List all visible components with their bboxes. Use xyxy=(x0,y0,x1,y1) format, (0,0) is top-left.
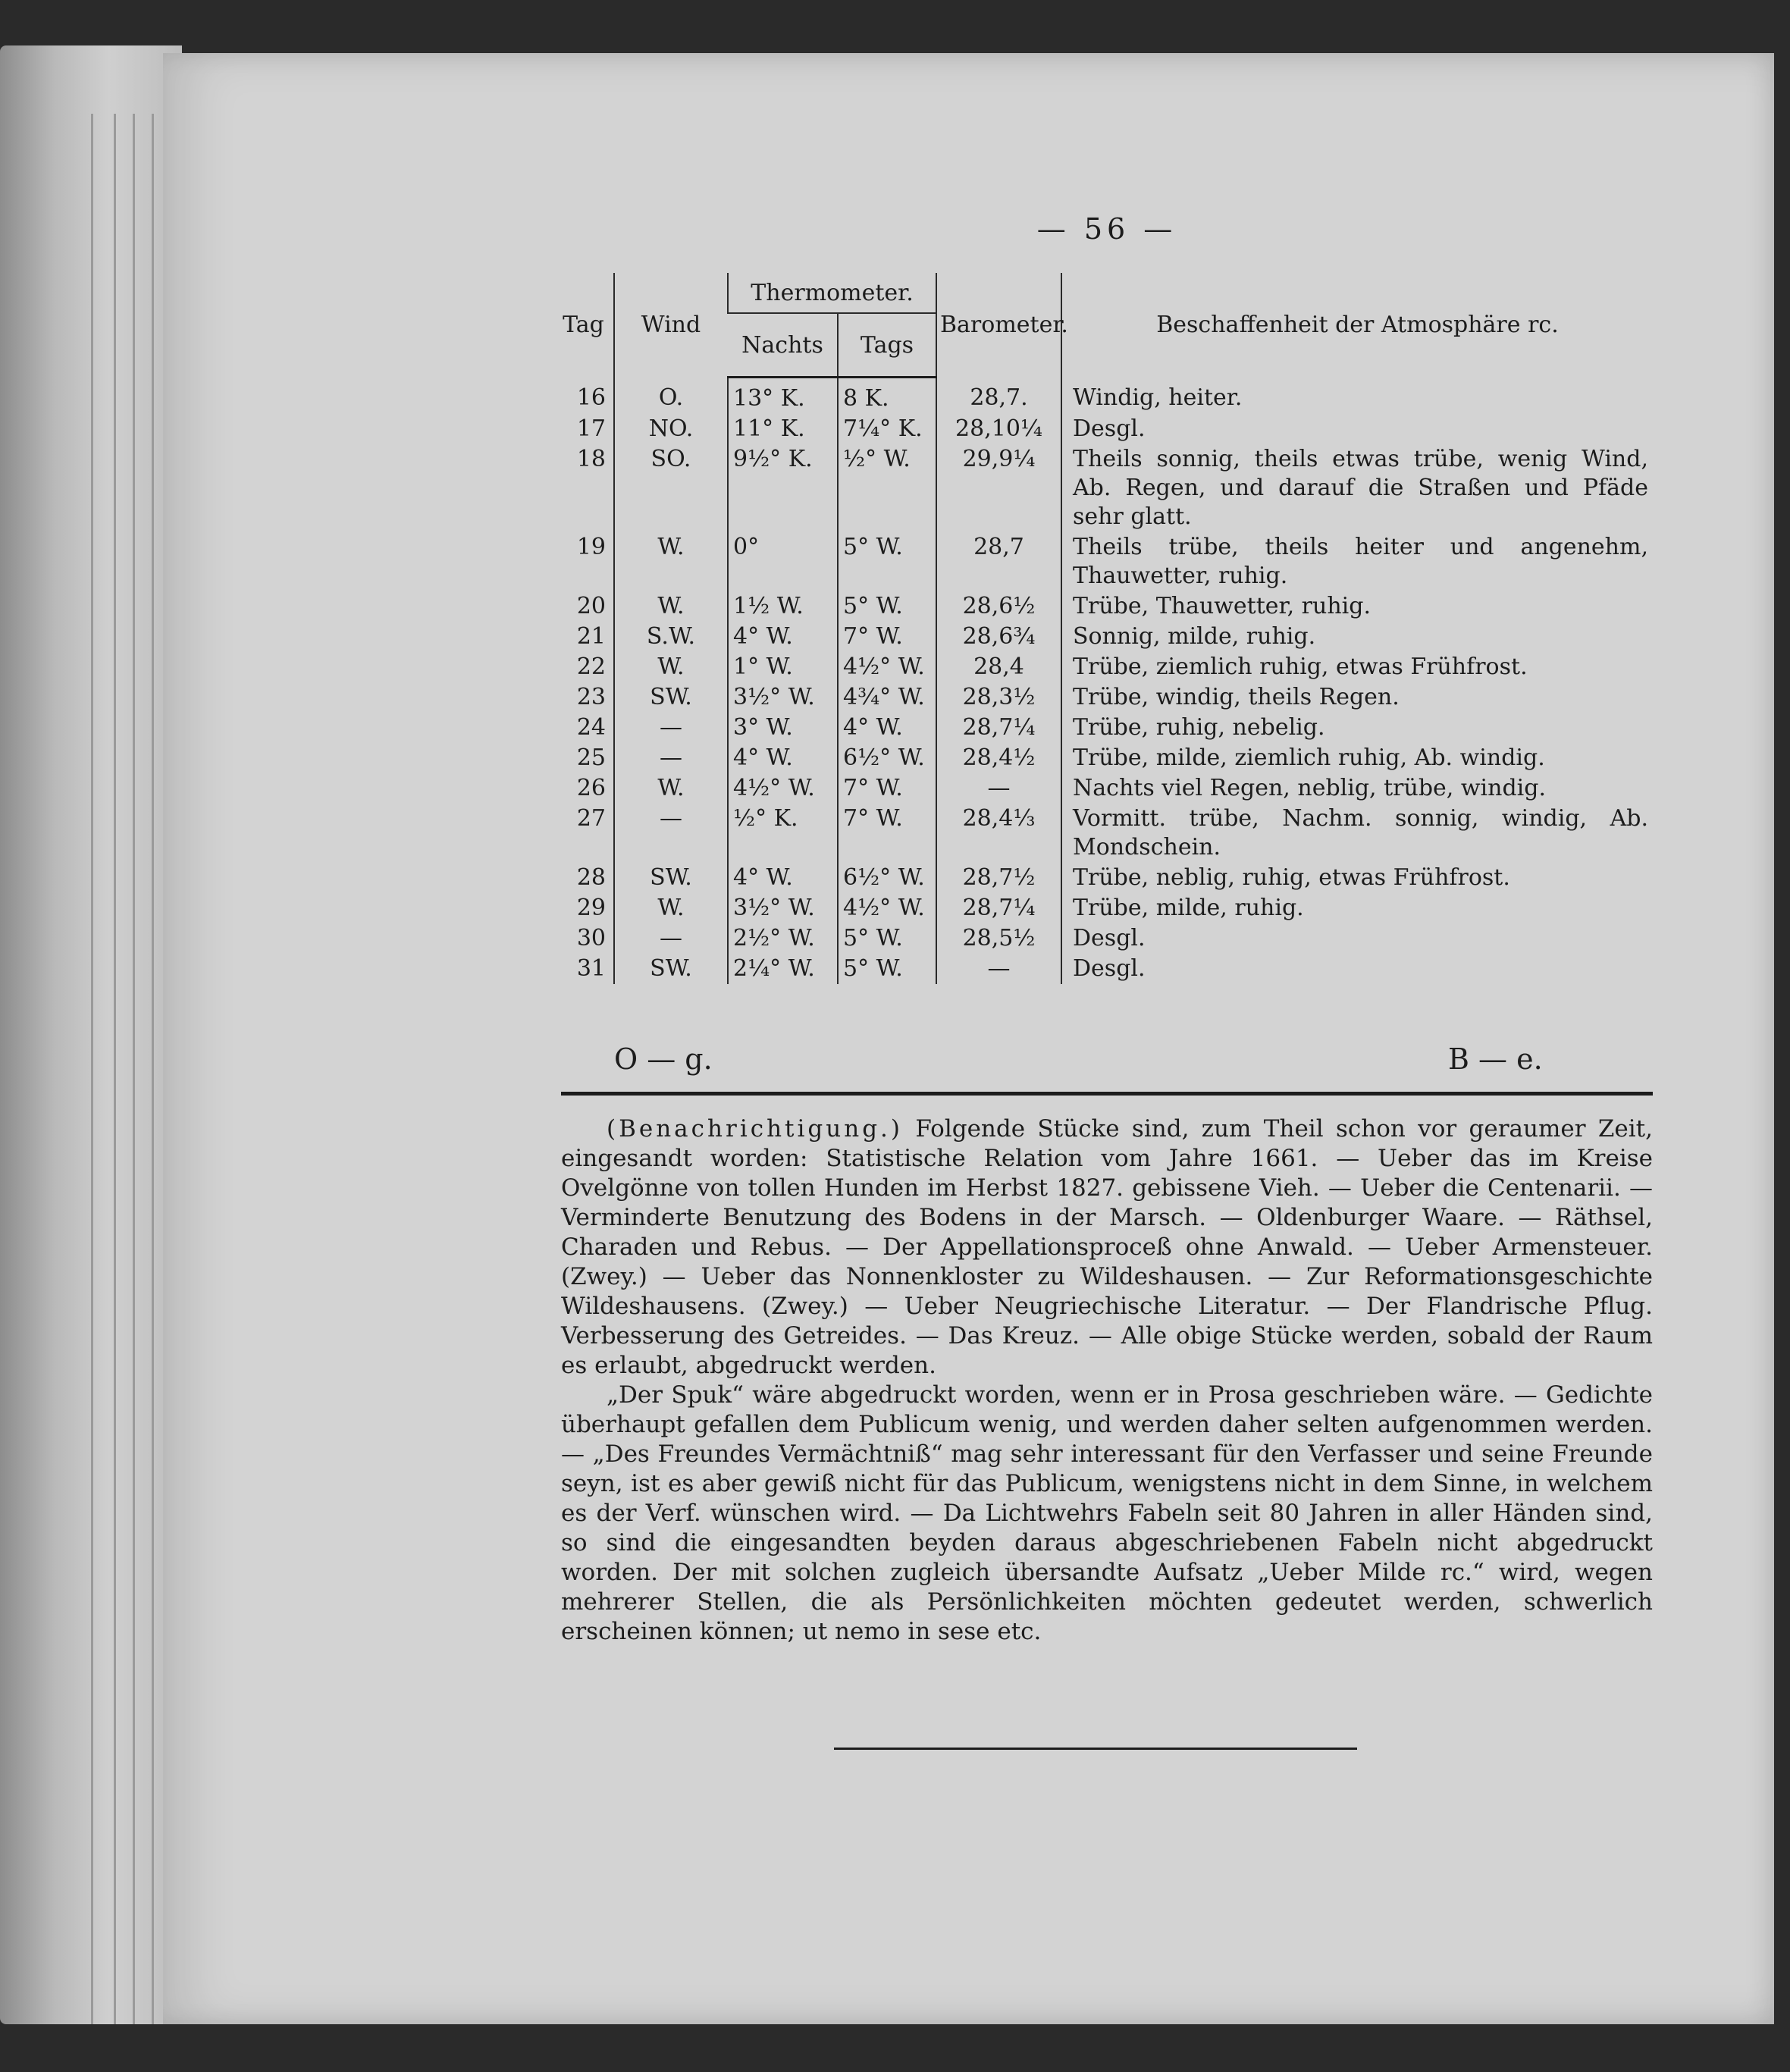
cell-description: Theils trübe, theils heiter und angenehm, Thauwetter, ruhig. xyxy=(1061,532,1653,591)
cell-day: 27 xyxy=(576,805,606,832)
notice xyxy=(561,1114,1653,1647)
cell-night: 3° W. xyxy=(728,713,838,743)
table-row xyxy=(553,923,1653,954)
cell-barometer: 28,10¼ xyxy=(936,414,1061,444)
cell-night: 9½° K. xyxy=(728,444,838,532)
page-edge-line xyxy=(114,114,116,2024)
cell-night: 4° W. xyxy=(728,863,838,893)
cell-wind: W. xyxy=(614,773,728,804)
table-row xyxy=(553,863,1653,893)
table-row xyxy=(553,622,1653,652)
table-row xyxy=(553,378,1653,415)
page-number: — 56 — xyxy=(1036,212,1177,246)
table-row xyxy=(553,414,1653,444)
header-wind: Wind xyxy=(614,273,728,378)
cell-barometer: 28,4 xyxy=(936,652,1061,682)
cell-day: 30 xyxy=(576,925,606,951)
cell-night: 3½° W. xyxy=(728,682,838,713)
cell-daytime: 6½° W. xyxy=(838,743,936,773)
cell-wind: SW. xyxy=(614,682,728,713)
cell-barometer: 28,4⅓ xyxy=(936,804,1061,863)
table-row xyxy=(553,713,1653,743)
cell-daytime: 7¼° K. xyxy=(838,414,936,444)
cell-day: 28 xyxy=(576,864,606,891)
cell-night: 13° K. xyxy=(728,378,838,415)
cell-daytime: 4¾° W. xyxy=(838,682,936,713)
header-day: Tag xyxy=(563,312,604,339)
cell-description: Desgl. xyxy=(1061,923,1653,954)
cell-day: 26 xyxy=(576,775,606,801)
cell-day: 18 xyxy=(576,446,606,472)
cell-wind: — xyxy=(614,743,728,773)
cell-daytime: 6½° W. xyxy=(838,863,936,893)
cell-wind: S.W. xyxy=(614,622,728,652)
notice-paragraph: „Der Spuk“ wäre abgedruckt worden, wenn er in Prosa geschrieben wäre. — Gedichte überhaupt gefallen dem Publicum wenig, und werden daher selten aufgenommen werden. — „Des Freundes Vermächtniß“ mag sehr interessant für den Verfasser und seine Freunde seyn, ist es aber gewiß nicht für das Publicum, wenigstens nicht in dem Sinne, in welchem es der Verf. wünschen wird. — Da Lichtwehrs Fabeln seit 80 Jahren in aller Händen sind, so sind die eingesandten beyden daraus abgeschriebenen Fabeln nicht abgedruckt worden. Der mit solchen zugleich übersandte Aufsatz „Ueber Milde rc.“ wird, wegen mehrerer Stellen, die als Persönlichkeiten möchten gedeutet werden, schwerlich erscheinen können; ut nemo in sese etc. xyxy=(561,1381,1653,1645)
cell-wind: SW. xyxy=(614,863,728,893)
cell-barometer: 28,4½ xyxy=(936,743,1061,773)
table-row xyxy=(553,743,1653,773)
cell-wind: NO. xyxy=(614,414,728,444)
cell-daytime: ½° W. xyxy=(838,444,936,532)
header-thermometer: Thermometer. xyxy=(728,273,936,313)
cell-daytime: 7° W. xyxy=(838,622,936,652)
header-night: Nachts xyxy=(728,313,838,378)
notice-paragraph xyxy=(561,1114,1653,1381)
table-row xyxy=(553,954,1653,984)
cell-daytime: 5° W. xyxy=(838,923,936,954)
cell-day: 16 xyxy=(576,384,606,411)
cell-night: 4½° W. xyxy=(728,773,838,804)
cell-wind: O. xyxy=(614,378,728,415)
header-barometer: Barometer. xyxy=(936,273,1061,378)
cell-description: Trübe, milde, ziemlich ruhig, Ab. windig. xyxy=(1061,743,1653,773)
cell-barometer: 28,7¼ xyxy=(936,713,1061,743)
cell-daytime: 5° W. xyxy=(838,532,936,591)
cell-night: 2¼° W. xyxy=(728,954,838,984)
section-rule xyxy=(561,1092,1653,1096)
cell-barometer: 28,7½ xyxy=(936,863,1061,893)
cell-barometer: 28,3½ xyxy=(936,682,1061,713)
table-row xyxy=(553,893,1653,923)
cell-night: 2½° W. xyxy=(728,923,838,954)
cell-barometer: 28,7¼ xyxy=(936,893,1061,923)
cell-day: 19 xyxy=(576,534,606,560)
cell-barometer: — xyxy=(936,773,1061,804)
book-edge xyxy=(0,45,182,2024)
header-daytime: Tags xyxy=(838,313,936,378)
cell-description: Desgl. xyxy=(1061,954,1653,984)
cell-night: 4° W. xyxy=(728,622,838,652)
cell-night: 3½° W. xyxy=(728,893,838,923)
weather-table xyxy=(553,273,1653,984)
table-row xyxy=(553,591,1653,622)
signature-right: B — e. xyxy=(1448,1042,1543,1076)
cell-day: 31 xyxy=(576,955,606,982)
cell-description: Windig, heiter. xyxy=(1061,378,1653,415)
cell-day: 22 xyxy=(576,654,606,680)
table-row xyxy=(553,804,1653,863)
cell-wind: W. xyxy=(614,591,728,622)
page-edge-line xyxy=(91,114,93,2024)
cell-daytime: 5° W. xyxy=(838,954,936,984)
cell-wind: — xyxy=(614,923,728,954)
cell-wind: W. xyxy=(614,652,728,682)
cell-wind: W. xyxy=(614,893,728,923)
cell-barometer: 28,5½ xyxy=(936,923,1061,954)
cell-night: 11° K. xyxy=(728,414,838,444)
signature-left: O — g. xyxy=(614,1042,713,1076)
cell-night: 1° W. xyxy=(728,652,838,682)
cell-daytime: 7° W. xyxy=(838,804,936,863)
cell-night: ½° K. xyxy=(728,804,838,863)
notice-lead: (Benachrichtigung.) xyxy=(607,1115,903,1143)
cell-barometer: 28,6¾ xyxy=(936,622,1061,652)
cell-wind: SW. xyxy=(614,954,728,984)
cell-daytime: 8 K. xyxy=(838,378,936,415)
cell-night: 1½ W. xyxy=(728,591,838,622)
table-row xyxy=(553,652,1653,682)
cell-barometer: 28,7. xyxy=(936,378,1061,415)
cell-wind: SO. xyxy=(614,444,728,532)
cell-day: 29 xyxy=(576,895,606,921)
cell-description: Vormitt. trübe, Nachm. sonnig, windig, Ab. Mondschein. xyxy=(1061,804,1653,863)
cell-description: Trübe, neblig, ruhig, etwas Frühfrost. xyxy=(1061,863,1653,893)
cell-day: 20 xyxy=(576,593,606,619)
closing-rule xyxy=(834,1748,1357,1750)
cell-night: 4° W. xyxy=(728,743,838,773)
cell-description: Trübe, Thauwetter, ruhig. xyxy=(1061,591,1653,622)
cell-description: Theils sonnig, theils etwas trübe, wenig Wind, Ab. Regen, und darauf die Straßen und Pfäde sehr glatt. xyxy=(1061,444,1653,532)
cell-daytime: 7° W. xyxy=(838,773,936,804)
header-description: Beschaffenheit der Atmosphäre rc. xyxy=(1061,273,1653,378)
cell-barometer: 29,9¼ xyxy=(936,444,1061,532)
table-body xyxy=(553,378,1653,985)
cell-daytime: 4° W. xyxy=(838,713,936,743)
table-row xyxy=(553,444,1653,532)
cell-description: Trübe, ruhig, nebelig. xyxy=(1061,713,1653,743)
table-row xyxy=(553,773,1653,804)
cell-barometer: — xyxy=(936,954,1061,984)
cell-day: 25 xyxy=(576,744,606,771)
cell-daytime: 4½° W. xyxy=(838,893,936,923)
cell-day: 21 xyxy=(576,623,606,650)
cell-description: Desgl. xyxy=(1061,414,1653,444)
page-edge-line xyxy=(152,114,154,2024)
cell-description: Sonnig, milde, ruhig. xyxy=(1061,622,1653,652)
cell-description: Trübe, windig, theils Regen. xyxy=(1061,682,1653,713)
cell-day: 24 xyxy=(576,714,606,741)
cell-night: 0° xyxy=(728,532,838,591)
cell-barometer: 28,7 xyxy=(936,532,1061,591)
cell-description: Trübe, ziemlich ruhig, etwas Frühfrost. xyxy=(1061,652,1653,682)
signature-line xyxy=(553,1042,1653,1080)
cell-wind: — xyxy=(614,713,728,743)
cell-barometer: 28,6½ xyxy=(936,591,1061,622)
notice-text: Folgende Stücke sind, zum Theil schon vor geraumer Zeit, eingesandt worden: Statistische Relation vom Jahre 1661. — Ueber das im Kreise Ovelgönne von tollen Hunden im Herbst 1827. gebissene Vieh. — Ueber die Centenarii. — Verminderte Benutzung des Bodens in der Marsch. — Oldenburger Waare. — Räthsel, Charaden und Rebus. — Der Appellationsproceß ohne Anwald. — Ueber Armensteuer. (Zwey.) — Ueber das Nonnenkloster zu Wildeshausen. — Zur Reformationsgeschichte Wildeshausens. (Zwey.) — Ueber Neugriechische Literatur. — Der Flandrische Pflug. Verbesserung des Getreides. — Das Kreuz. — Alle obige Stücke werden, sobald der Raum es erlaubt, abgedruckt werden. xyxy=(561,1115,1653,1379)
cell-daytime: 5° W. xyxy=(838,591,936,622)
cell-description: Nachts viel Regen, neblig, trübe, windig. xyxy=(1061,773,1653,804)
cell-wind: W. xyxy=(614,532,728,591)
cell-description: Trübe, milde, ruhig. xyxy=(1061,893,1653,923)
cell-day: 23 xyxy=(576,684,606,710)
cell-wind: — xyxy=(614,804,728,863)
cell-day: 17 xyxy=(576,415,606,442)
table-row xyxy=(553,532,1653,591)
page-edge-line xyxy=(133,114,135,2024)
cell-daytime: 4½° W. xyxy=(838,652,936,682)
table-row xyxy=(553,682,1653,713)
